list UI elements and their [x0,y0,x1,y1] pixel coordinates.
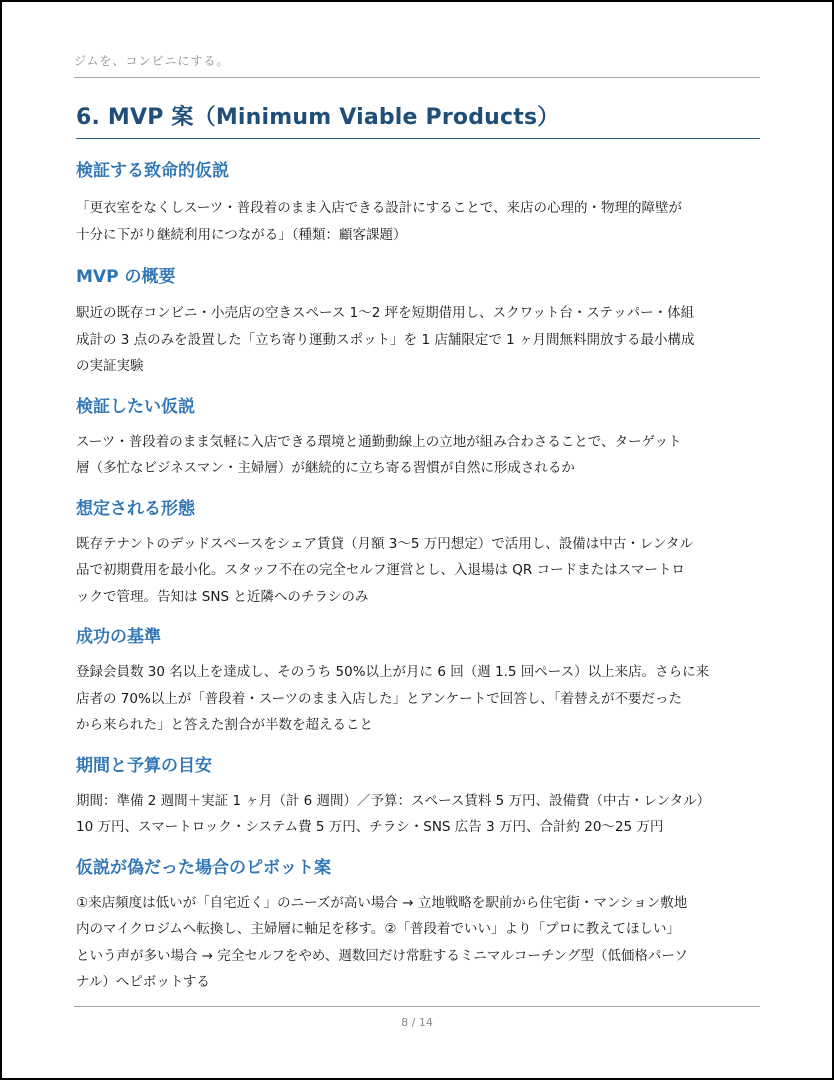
paragraph-line: 期間：準備 2 週間＋実証 1 ヶ月（計 6 週間）／予算：スペース賃料 5 万円、設備費（中古・レンタル） [76,792,711,809]
paragraph-pivot-plan [76,890,760,996]
paragraph-line: 店者の 70%以上が「普段着・スーツのまま入店した」とアンケートで回答し、「着替えが不要だった [76,690,683,707]
paragraph-line: 駅近の既存コンビニ・小売店の空きスペース 1〜2 坪を短期借用し、スクワット台・ステッパー・体組 [76,305,695,321]
subheading-critical-hypothesis: 検証する致命的仮説 [76,161,229,181]
footer-rule [74,1006,760,1007]
header-rule [74,77,760,78]
paragraph-line: 層（多忙なビジネスマン・主婦層）が継続的に立ち寄る習慣が自然に形成されるか [76,460,575,476]
paragraph-mvp-overview [76,300,760,380]
subheading-period-budget: 期間と予算の目安 [76,755,212,776]
paragraph-success-criteria [76,659,760,739]
paragraph-line: から来られた」と答えた割合が半数を超えること [76,717,373,733]
subheading-hypothesis-to-verify: 検証したい仮説 [76,396,195,417]
paragraph-critical-hypothesis [76,195,760,248]
paragraph-line: の実証実験 [76,358,144,374]
paragraph-line: 内のマイクロジムへ転換し、主婦層に軸足を移す。②「普段着でいい」より「プロに教えてほしい」 [76,921,680,937]
subheading-success-criteria: 成功の基準 [76,627,161,647]
running-header: ジムを、コンビニにする。 [74,54,230,68]
paragraph-line: スーツ・普段着のまま気軽に入店できる環境と通勤動線上の立地が組み合わさることで、ターゲット [76,433,682,450]
paragraph-line: 品で初期費用を最小化。スタッフ不在の完全セルフ運営とし、入退場は QR コードまたはスマートロ [76,562,685,578]
paragraph-line: ①来店頻度は低いが「自宅近く」のニーズが高い場合 → 立地戦略を駅前から住宅街・マンション敷地 [76,894,688,911]
paragraph-line: 「更衣室をなくしスーツ・普段着のまま入店できる設計にすることで、来店の心理的・物理的障壁が [76,200,683,216]
paragraph-line: 10 万円、スマートロック・システム費 5 万円、チラシ・SNS 広告 3 万円、合計約 20〜25 万円 [76,819,664,835]
paragraph-expected-form [76,531,760,611]
page-number: 8 / 14 [401,1016,433,1029]
subheading-mvp-overview: MVP の概要 [76,267,176,287]
paragraph-line: 成計の 3 点のみを設置した「立ち寄り運動スポット」を 1 店舗限定で 1 ヶ月間無料開放する最小構成 [76,331,695,348]
paragraph-line: という声が多い場合 → 完全セルフをやめ、週数回だけ常駐するミニマルコーチング型（低価格パーソ [76,947,688,964]
section-title: 6. MVP 案（Minimum Viable Products） [76,100,760,139]
paragraph-hypothesis-to-verify [76,429,760,482]
subheading-expected-form: 想定される形態 [76,498,195,519]
page-content [76,100,760,996]
paragraph-period-budget [76,788,760,841]
paragraph-line: ックで管理。告知は SNS と近隣へのチラシのみ [76,588,369,605]
paragraph-line: 十分に下がり継続利用につながる」（種類：顧客課題） [76,226,407,243]
paragraph-line: 既存テナントのデッドスペースをシェア賃貸（月額 3〜5 万円想定）で活用し、設備は中古・レンタル [76,535,693,552]
paragraph-line: 登録会員数 30 名以上を達成し、そのうち 50%以上が月に 6 回（週 1.5 回ペース）以上来店。さらに来 [76,664,710,680]
paragraph-line: ナル）へピボットする [76,974,210,990]
subheading-pivot-plan: 仮説が偽だった場合のピボット案 [76,857,331,878]
